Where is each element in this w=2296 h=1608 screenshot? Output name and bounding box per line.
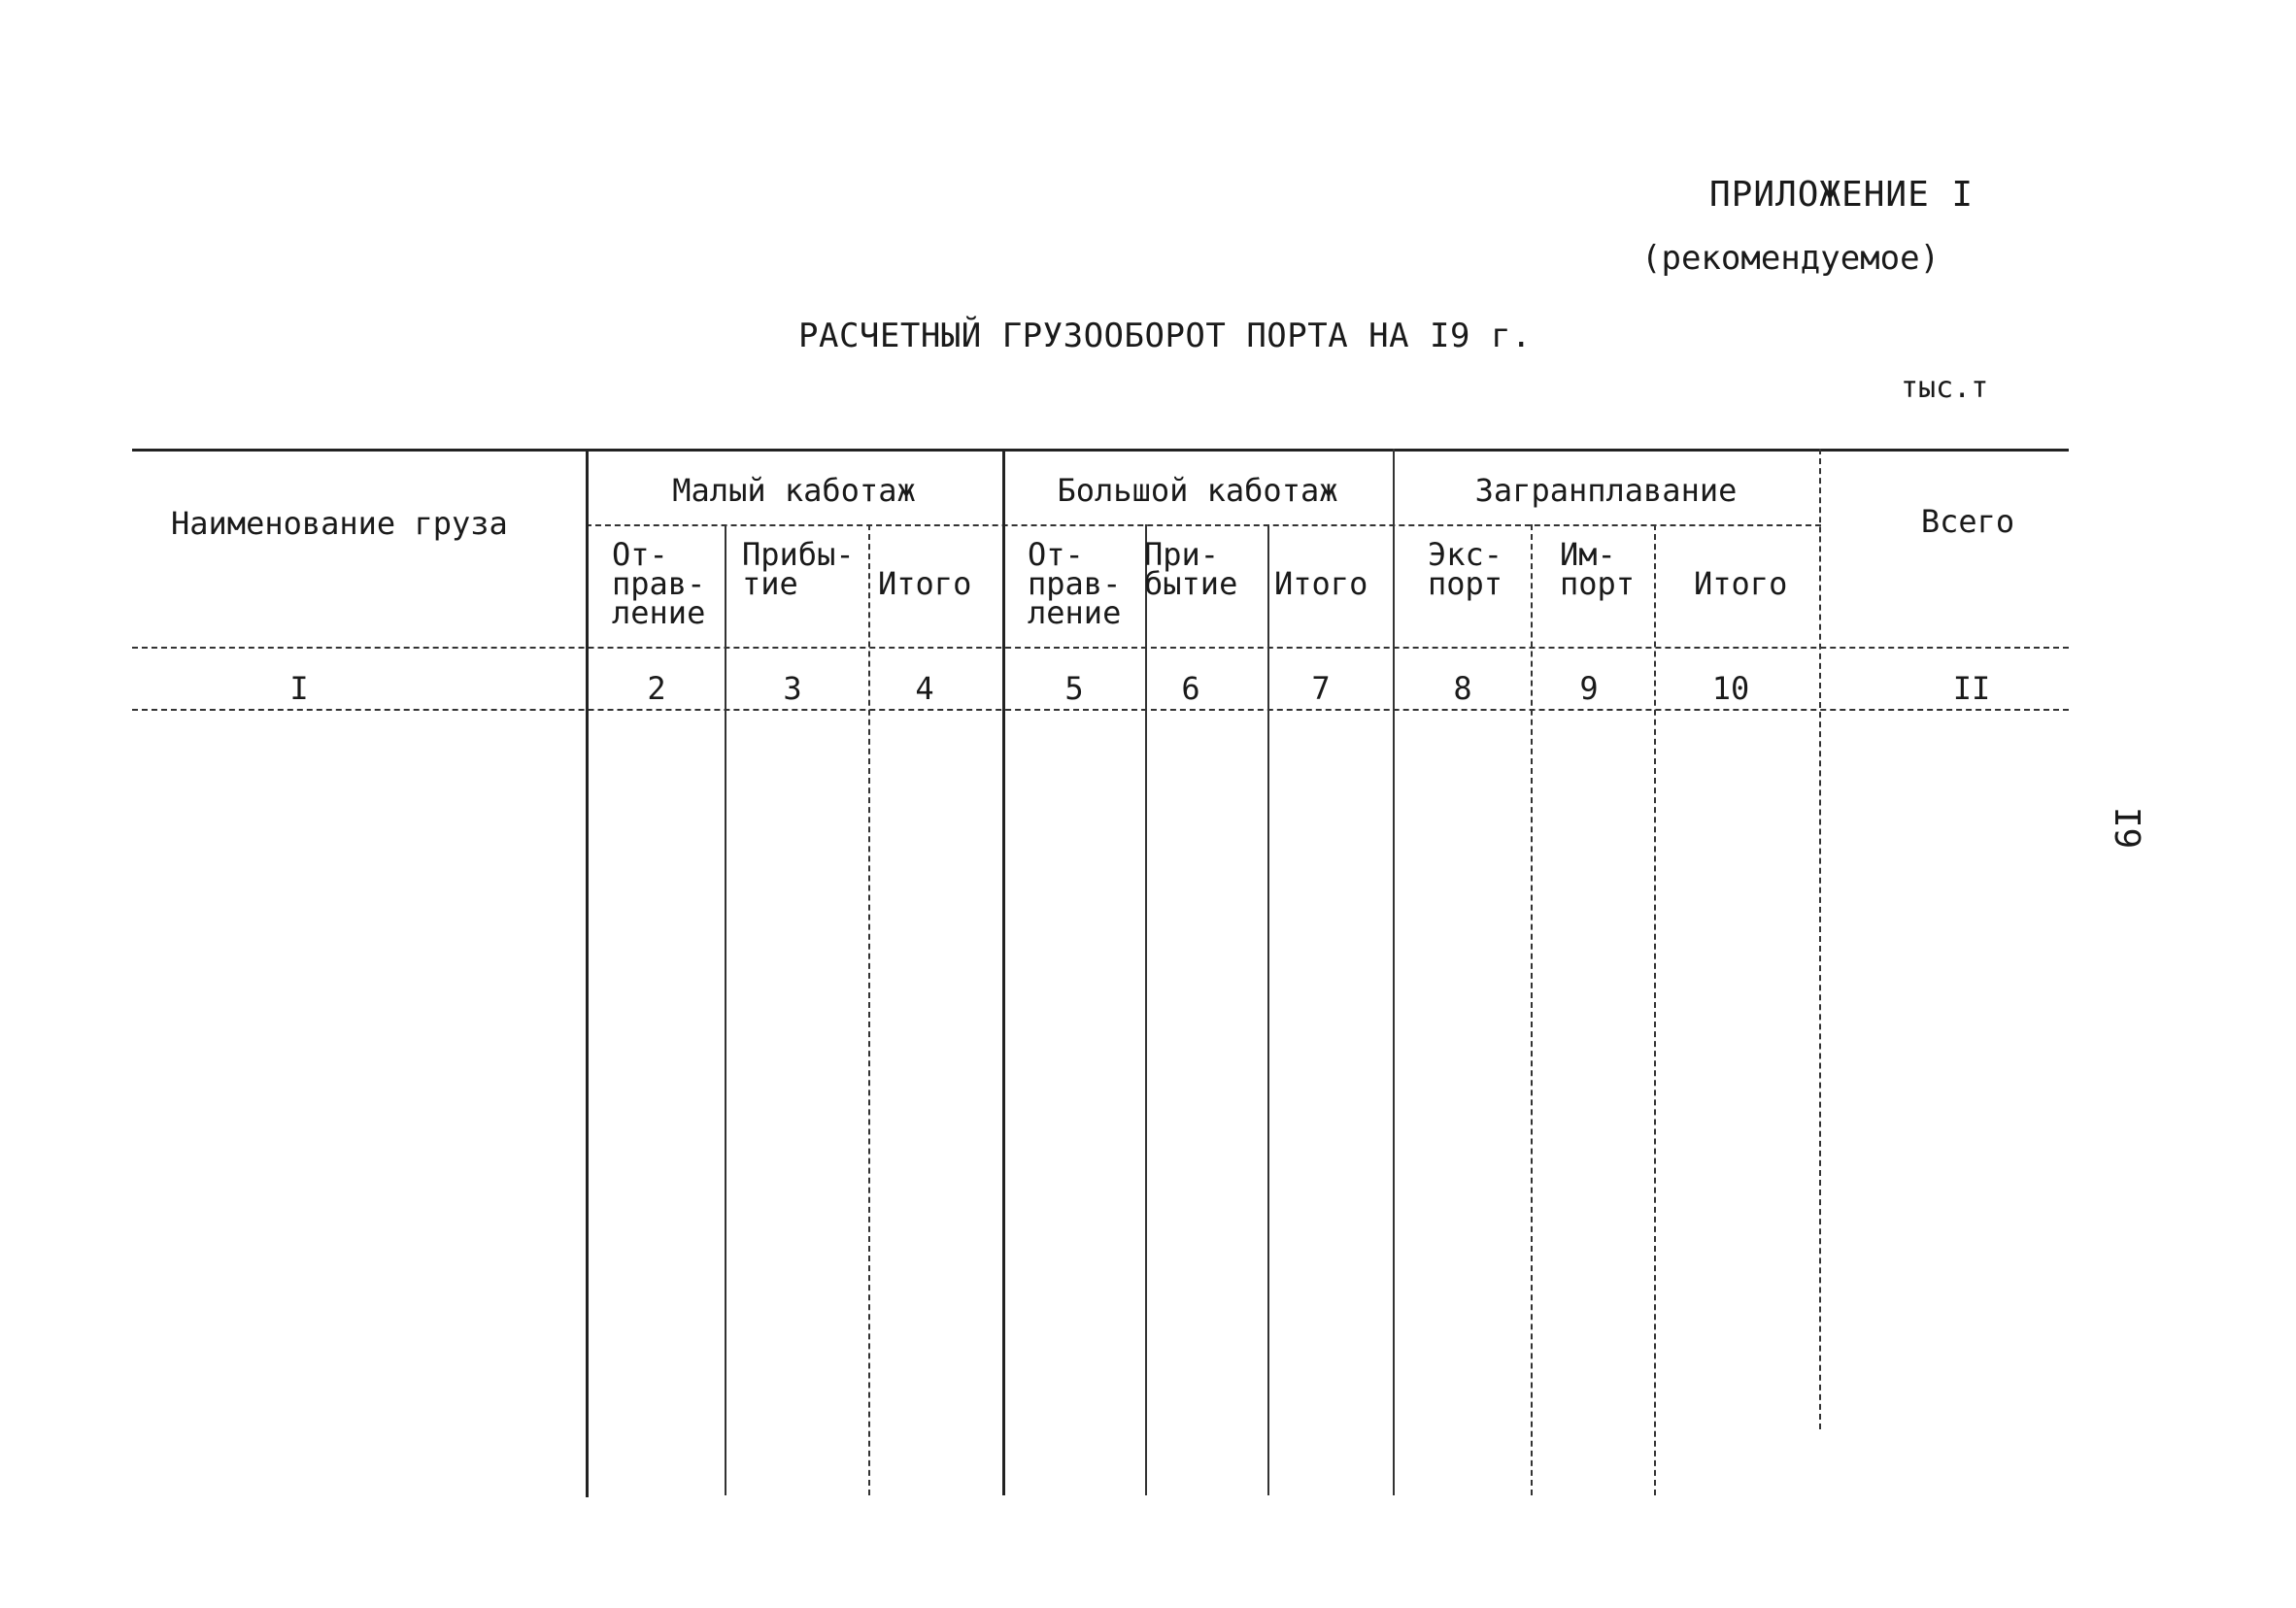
header-small-dispatch: От- прав- ление [612, 536, 706, 631]
col-divider-3 [868, 524, 870, 1495]
page-number: I9 [2107, 806, 2147, 850]
header-small-total: Итого [878, 565, 972, 602]
header-large-dispatch: От- прав- ление [1028, 536, 1122, 631]
header-cargo-name: Наименование груза [171, 505, 508, 542]
appendix-label: ПРИЛОЖЕНИЕ I [1709, 175, 1975, 215]
column-number-11: II [1952, 670, 1991, 707]
header-bottom-border [132, 647, 2069, 649]
header-group-large-cabotage: Большой каботаж [1057, 472, 1338, 509]
column-number-3: 3 [783, 670, 802, 707]
col-divider-8 [1531, 524, 1533, 1495]
header-large-arrival: При- бытие [1144, 536, 1238, 602]
column-number-9: 9 [1579, 670, 1599, 707]
col-divider-5 [1145, 524, 1147, 1495]
col-divider-7 [1393, 449, 1395, 1495]
table-top-border [132, 449, 2069, 452]
col-divider-6 [1267, 524, 1269, 1495]
header-export: Экс- порт [1428, 536, 1503, 602]
group-header-divider [586, 524, 1821, 526]
header-import: Им- порт [1560, 536, 1636, 602]
unit-label: тыс.т [1901, 371, 1989, 405]
column-number-2: 2 [647, 670, 666, 707]
col-divider-4 [1002, 449, 1005, 1495]
column-number-6: 6 [1181, 670, 1200, 707]
document-title: РАСЧЕТНЫЙ ГРУЗООБОРОТ ПОРТА НА I9 г. [798, 317, 1532, 355]
column-number-7: 7 [1311, 670, 1331, 707]
col-divider-10 [1819, 449, 1821, 1429]
column-number-10: 10 [1711, 670, 1750, 707]
column-number-4: 4 [915, 670, 934, 707]
header-group-foreign: Загранплавание [1474, 472, 1738, 509]
header-large-total: Итого [1274, 565, 1368, 602]
col-divider-2 [725, 524, 726, 1495]
header-group-small-cabotage: Малый каботаж [672, 472, 916, 509]
col-divider-9 [1654, 524, 1656, 1495]
header-total: Всего [1920, 503, 2015, 540]
column-number-1: I [289, 670, 309, 707]
col-divider-1 [586, 449, 589, 1497]
column-numbers-bottom-border [132, 709, 2069, 711]
header-small-arrival: Прибы- тие [742, 536, 855, 602]
column-number-8: 8 [1453, 670, 1472, 707]
column-number-5: 5 [1064, 670, 1084, 707]
header-foreign-total: Итого [1694, 565, 1788, 602]
appendix-note: (рекомендуемое) [1641, 239, 1941, 278]
